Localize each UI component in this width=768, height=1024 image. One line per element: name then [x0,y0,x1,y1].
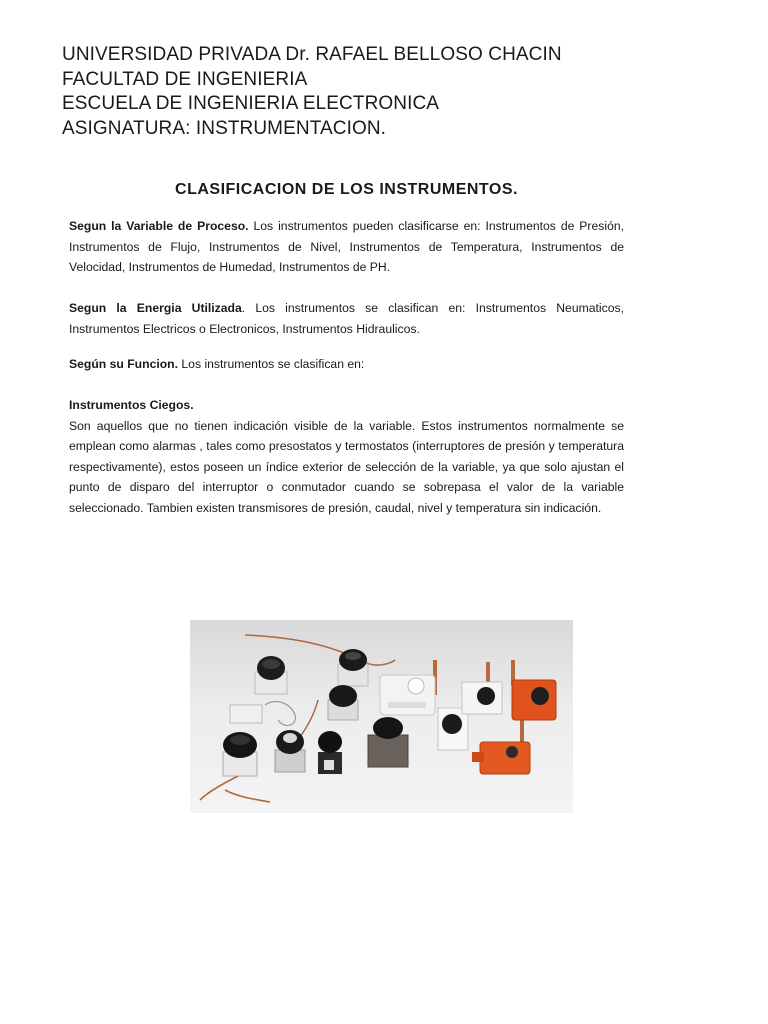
paragraph-text: . Los instrumentos se clasifican en: Instrumentos Neumaticos, Instrumentos Electricos o Electronicos, Instrumentos Hidraulicos. [69,301,624,336]
paragraph-text: Son aquellos que no tienen indicación visible de la variable. Estos instrumentos normalmente se emplean como alarmas , tales como presostatos y termostatos (interruptores de presión y temperatura respectivamente), estos poseen un índice exterior de selección de la variable, ya que solo ajustan el punto de disparo del interruptor o conmutador cuando se sobrepasa el valor de la variable seleccionado. Tambien existen transmisores de presión, caudal, nivel y temperatura sin indicación. [69,418,624,515]
paragraph-funcion [69,354,624,375]
school-name: ESCUELA DE INGENIERIA ELECTRONICA [62,93,440,114]
document-title: CLASIFICACION DE LOS INSTRUMENTOS. [175,181,518,198]
paragraph-variable-proceso [69,216,624,278]
course-name: ASIGNATURA: INSTRUMENTACION. [62,117,387,139]
university-name: UNIVERSIDAD PRIVADA Dr. RAFAEL BELLOSO CHACIN [62,44,562,65]
paragraph-energia-utilizada [69,298,624,339]
thermostats-photo [190,620,573,813]
institution-header [62,43,562,141]
paragraph-heading: Según su Funcion. [69,357,179,371]
paragraph-instrumentos-ciegos [69,395,624,518]
paragraph-heading: Instrumentos Ciegos. [69,398,194,412]
paragraph-text: Los instrumentos pueden clasificarse en: Instrumentos de Presión, Instrumentos de Flujo, Instrumentos de Nivel, Instrumentos de Temperatura, Instrumentos de Velocidad, Instrumentos de Humedad, Instrumentos de PH. [69,219,625,274]
paragraph-heading: Segun la Energia Utilizada [69,301,242,315]
paragraph-heading: Segun la Variable de Proceso. [69,219,249,233]
paragraph-text: Los instrumentos se clasifican en: [178,357,365,371]
faculty-name: FACULTAD DE INGENIERIA [62,68,308,90]
